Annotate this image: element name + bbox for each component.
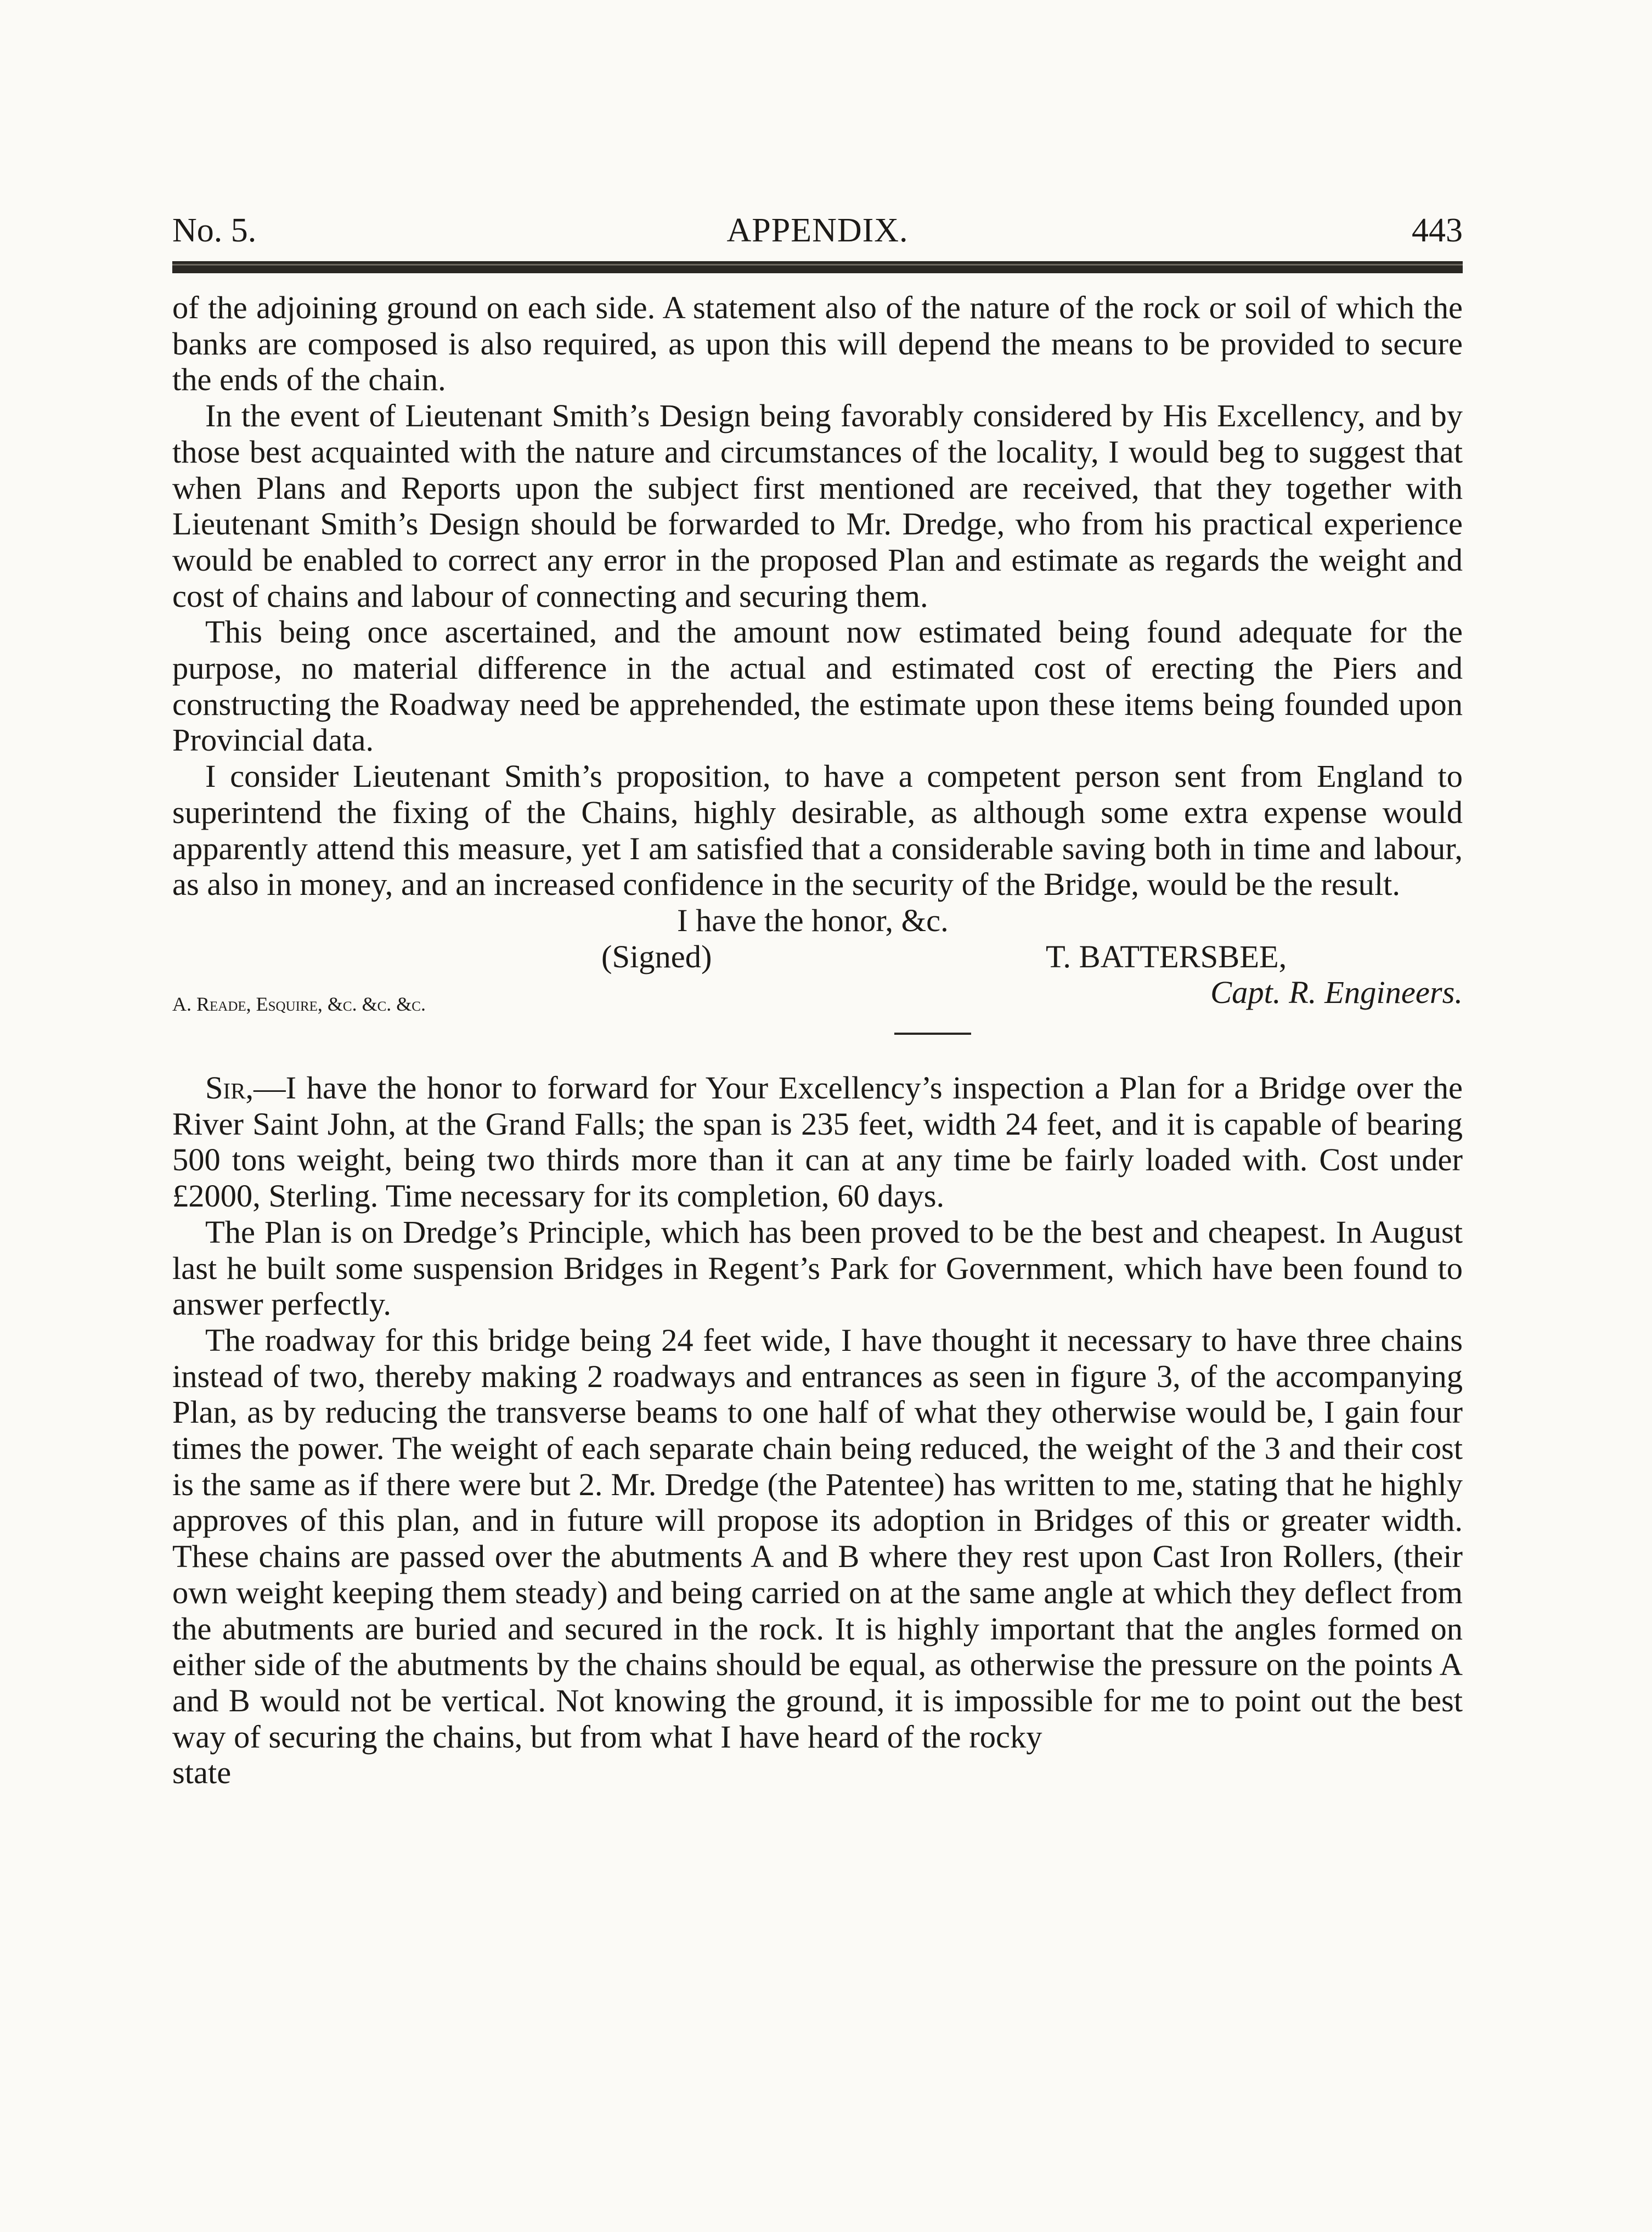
paragraph-7: The roadway for this bridge being 24 feet wide, I have thought it necessary to have three chains instead of two, thereby making 2 roadways and entrances as seen in figure 3, of the accompanying Plan, as by reducing the transverse beams to one half of what they otherwise would be, I gain four times the power. The weight of each separate chain being reduced, the weight of the 3 and their cost is the same as if there were but 2. Mr. Dredge (the Patentee) has written to me, stating that he highly approves of this plan, and in future will propose its adoption in Bridges of this or greater width. These chains are passed over the abutments A and B where they rest upon Cast Iron Rollers, (their own weight keeping them steady) and being carried on at the same angle at which they deflect from the abutments are buried and secured in the rock. It is highly important that the angles formed on either side of the abutments by the chains should be equal, as otherwise the pressure on the points A and B would not be vertical. Not knowing the ground, it is impossible for me to point out the best way of securing the chains, but from what I have heard of the rocky	[172, 1322, 1463, 1755]
running-header	[172, 208, 1463, 252]
closing: I have the honor, &c.	[677, 902, 949, 938]
paragraph-5-text: —I have the honor to forward for Your Excellency’s inspection a Plan for a Bridge over the River Saint John, at the Grand Falls; the span is 235 feet, width 24 feet, and it is capable of bearing 500 tons weight, being two thirds more than it can at any time be fairly loaded with. Cost under £2000, Sterling. Time necessary for its completion, 60 days.	[172, 1070, 1463, 1214]
closing-line	[172, 903, 1463, 939]
signatory-rank: Capt. R. Engineers.	[1210, 974, 1463, 1011]
paragraph-2: In the event of Lieutenant Smith’s Design being favorably considered by His Excellency, and by those best acquainted with the nature and circumstances of the locality, I would beg to suggest that when Plans and Reports upon the subject first mentioned are received, that they together with Lieutenant Smith’s Design should be forwarded to Mr. Dredge, who from his practical experience would be enabled to correct any error in the proposed Plan and estimate as regards the weight and cost of chains and labour of connecting and securing them.	[172, 398, 1463, 614]
header-rule	[172, 261, 1463, 273]
page-number: 443	[1412, 212, 1463, 249]
signed-label: (Signed)	[601, 938, 712, 974]
paragraph-4: I consider Lieutenant Smith’s proposition, to have a competent person sent from England to superintend the fixing of the Chains, highly desirable, as although some extra expense would apparently attend this measure, yet I am satisfied that a considerable saving both in time and labour, as also in money, and an increased confidence in the security of the Bridge, would be the result.	[172, 758, 1463, 903]
addressee: A. Reade, Esquire, &c. &c. &c.	[172, 993, 426, 1016]
signatory: T. BATTERSBEE,	[1046, 938, 1287, 974]
separator-block	[172, 1011, 1463, 1070]
salutation: Sir,	[205, 1070, 254, 1106]
rank-line	[172, 974, 1463, 1016]
separator-rule	[894, 1033, 971, 1035]
signature-line	[172, 939, 1463, 975]
header-title: APPENDIX.	[726, 212, 909, 249]
paragraph-3: This being once ascertained, and the amount now estimated being found adequate for the purpose, no material difference in the actual and estimated cost of erecting the Piers and constructing the Roadway need be apprehended, the estimate upon these items being founded upon Provincial data.	[172, 614, 1463, 758]
catchword: state	[172, 1755, 232, 1791]
paragraph-5	[172, 1070, 1463, 1214]
paragraph-1: of the adjoining ground on each side. A statement also of the nature of the rock or soil of which the banks are composed is also required, as upon this will depend the means to be provided to secure the ends of the chain.	[172, 290, 1463, 398]
body-text	[172, 290, 1463, 1791]
section-number: No. 5.	[172, 212, 257, 249]
paragraph-6: The Plan is on Dredge’s Principle, which has been proved to be the best and cheapest. In August last he built some suspension Bridges in Regent’s Park for Government, which have been found to answer perfectly.	[172, 1214, 1463, 1322]
